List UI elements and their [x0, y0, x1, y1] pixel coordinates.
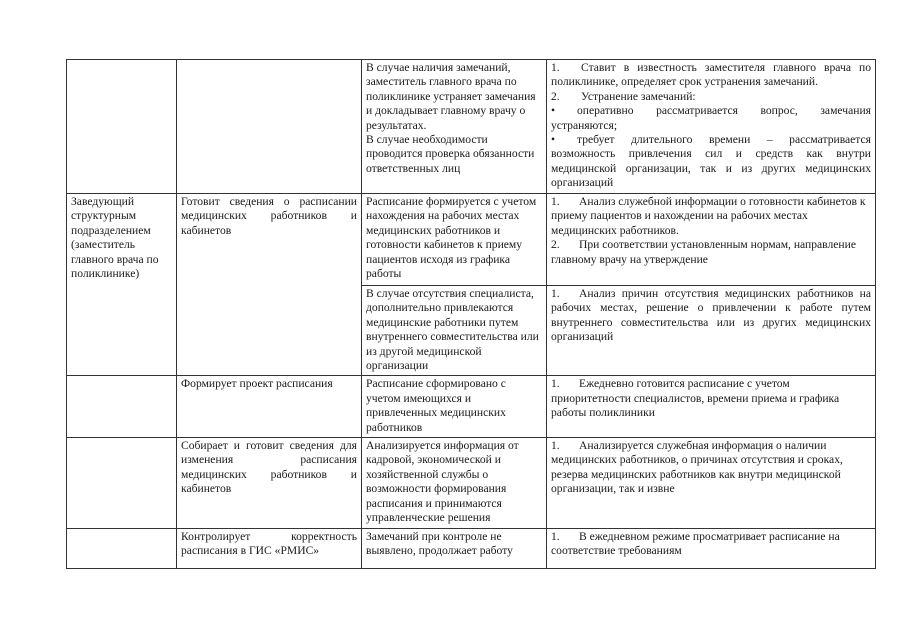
- cell-action: [177, 60, 362, 194]
- bullet-item: • требует длительного времени – рассматривается возможность привлечения сил и средств как внутри медицинской организации, так и из других медицинских организаций: [551, 133, 871, 190]
- cell-procedure: [547, 438, 876, 528]
- cell-role: [67, 438, 177, 528]
- cell-role: [67, 528, 177, 568]
- table-row: [67, 528, 876, 568]
- cell-action: Контролирует корректность расписания в ГИС «РМИС»: [177, 528, 362, 568]
- cell-action: Формирует проект расписания: [177, 376, 362, 438]
- cell-result: Замечаний при контроле не выявлено, продолжает работу: [362, 528, 547, 568]
- procedure-item: 1. Анализ причин отсутствия медицинских работников на рабочих местах, решение о привлечении к работе путем внутреннего совместительства или из других медицинских организаций: [551, 287, 871, 344]
- cell-role: Заведующий структурным подразделением (заместитель главного врача по поликлинике): [67, 194, 177, 376]
- cell-result: Расписание сформировано с учетом имеющихся и привлеченных медицинских работников: [362, 376, 547, 438]
- bullet-icon: •: [551, 104, 556, 118]
- cell-procedure: [547, 194, 876, 286]
- cell-action: Готовит сведения о расписании медицинских работников и кабинетов: [177, 194, 362, 376]
- table-row: [67, 60, 876, 194]
- cell-result: Расписание формируется с учетом нахождения на рабочих местах медицинских работников и готовности кабинетов к приему пациентов исходя из графика работы: [362, 194, 547, 286]
- table-row: [67, 438, 876, 528]
- cell-role: [67, 376, 177, 438]
- procedure-item: 1. В ежедневном режиме просматривает расписание на соответствие требованиям: [551, 529, 840, 557]
- cell-procedure: [547, 286, 876, 376]
- bullet-icon: •: [551, 133, 556, 147]
- cell-result: Анализируется информация от кадровой, экономической и хозяйственной службы о возможности формирования расписания и принимаются управленческие решения: [362, 438, 547, 528]
- result-text: В случае необходимости проводится проверка обязанности ответственных лиц: [366, 133, 535, 175]
- cell-result: [362, 60, 547, 194]
- procedure-item: 1. Ежедневно готовится расписание с учетом приоритетности специалистов, времени приема и графика работы поликлиники: [551, 377, 840, 420]
- procedure-item: 2. При соответствии установленным нормам, направление главному врачу на утверждение: [551, 238, 856, 266]
- result-text: В случае наличия замечаний, заместитель главного врача по поликлинике устраняет замечания и докладывает главному врачу о результатах.: [366, 61, 536, 132]
- cell-procedure: [547, 60, 876, 194]
- document-table: [66, 59, 876, 569]
- table-row: [67, 376, 876, 438]
- cell-procedure: [547, 376, 876, 438]
- procedure-item: 1. Анализ служебной информации о готовности кабинетов к приему пациентов и нахождении на рабочих местах медицинских работников.: [551, 195, 866, 237]
- cell-procedure: [547, 528, 876, 568]
- procedure-item: 1. Ставит в известность заместителя главного врача по поликлинике, определяет срок устранения замечаний.: [551, 61, 871, 89]
- bullet-item: • оперативно рассматривается вопрос, замечания устраняются;: [551, 104, 871, 132]
- procedure-item: 1. Анализируется служебная информация о наличии медицинских работников, о причинах отсутствия и сроках, резерва медицинских работников как внутри медицинской организации, так и извне: [551, 439, 843, 496]
- cell-role: [67, 60, 177, 194]
- procedure-item: 2. Устранение замечаний:: [551, 89, 696, 103]
- table-row: [67, 194, 876, 286]
- cell-action: Собирает и готовит сведения для изменения расписания медицинских работников и кабинетов: [177, 438, 362, 528]
- cell-result: В случае отсутствия специалиста, дополнительно привлекаются медицинские работники путем внутреннего совместительства или из другой медицинской организации: [362, 286, 547, 376]
